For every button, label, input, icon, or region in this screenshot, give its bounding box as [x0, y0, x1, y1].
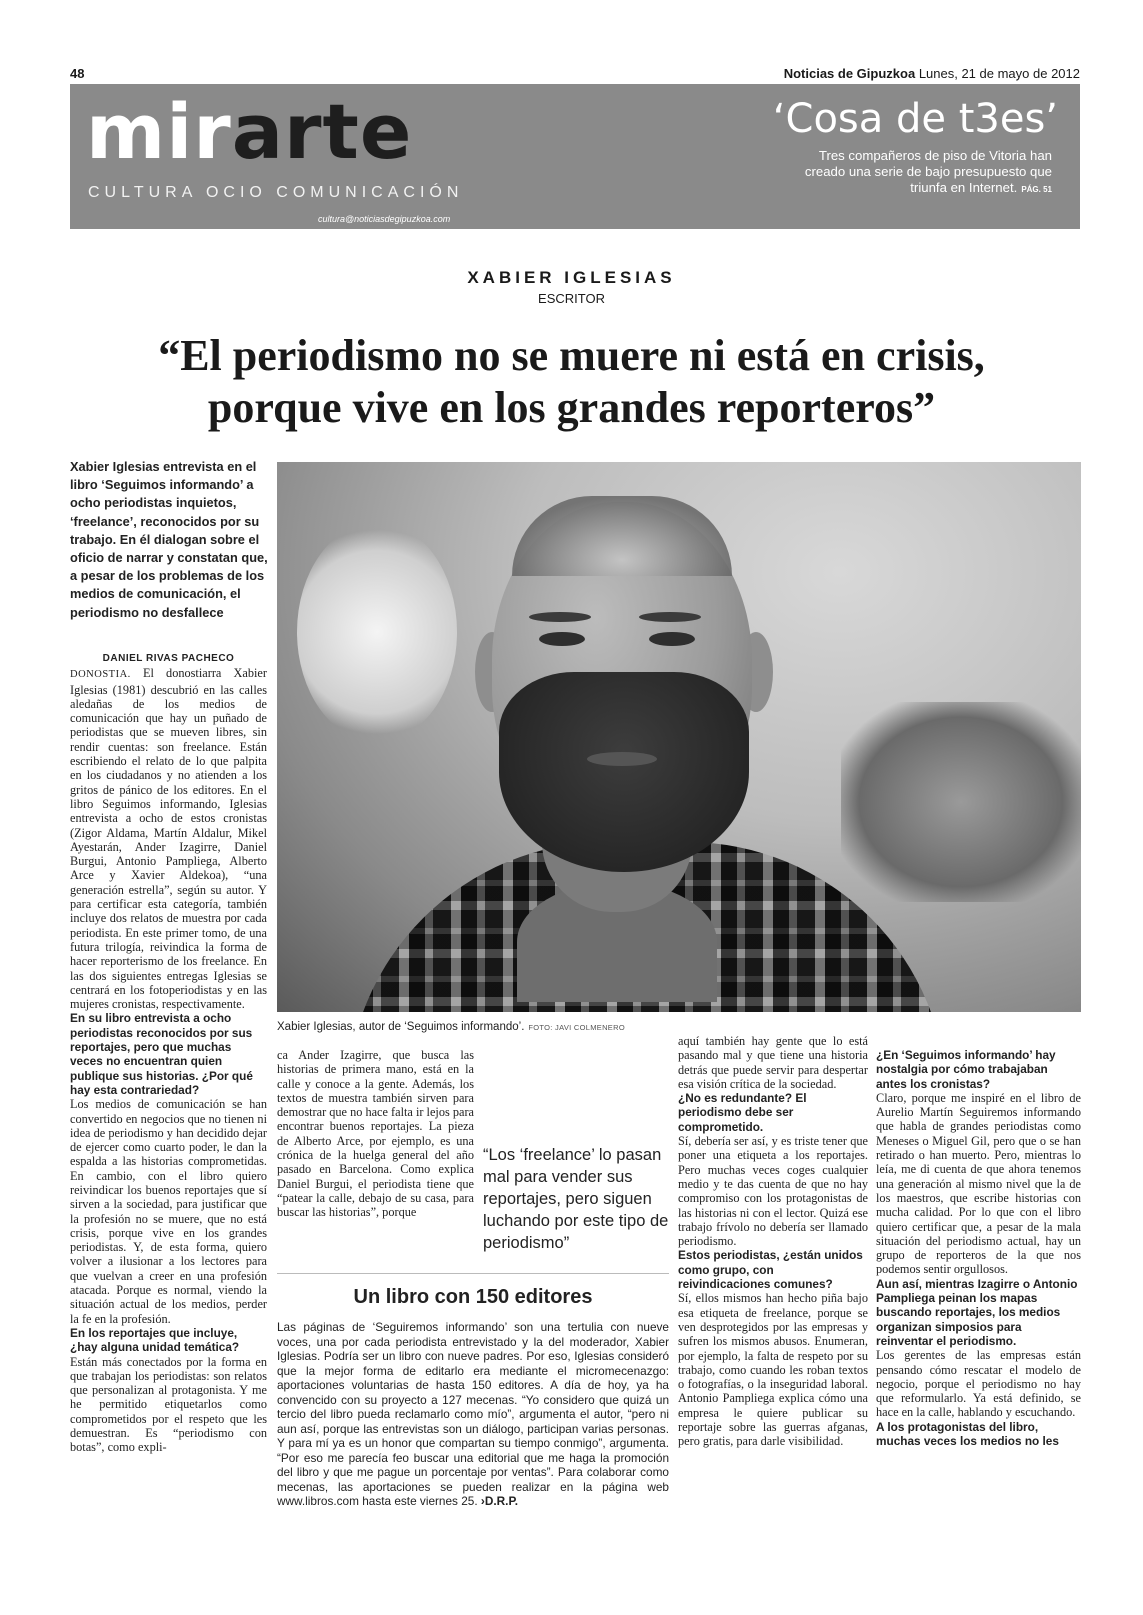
caption-text: Xabier Iglesias, autor de ‘Seguimos informando’.: [277, 1021, 525, 1033]
teaser-page-ref: PÁG. 51: [1021, 185, 1052, 194]
headline-line-2: porque vive en los grandes reporteros”: [207, 383, 936, 432]
question-5: ¿En ‘Seguimos informando’ hay nostalgia por cómo trabajaban antes los cronistas?: [876, 1048, 1056, 1091]
photo-background-shadow: [841, 702, 1081, 902]
headline: [0, 330, 1143, 434]
sidebar-box-text: Las páginas de ‘Seguiremos informando’ son una tertulia con nueve voces, una por cada periodista entrevistado y la del moderador, Xabier Iglesias. Podría ser un libro con nueve padres. Por eso, Iglesias consideró que la mejor forma de editarlo era mediante el micromecenazgo: aportaciones voluntarias de hasta 150 editores. A día de hoy, ya ha convencido con su proyecto a 127 mecenas. “Yo considero que quizá un tercio del libro pueda reclamarlo como mío”, argumenta el autor, “pero ni aun así, porque las entrevistas son un diálogo, participan varias personas. Y para mí ya es un honor que compartan su tiempo conmigo”, argumenta. “Por eso me parecía feo buscar una editorial que me haga la promoción del libro y que me pague un porcentaje por ventas”. Para colaborar como mecenas, las aportaciones se pueden realizar en la página web www.libros.com hasta este viernes 25.: [277, 1320, 669, 1508]
right-eye: [649, 632, 695, 646]
column-3-paragraph-1: aquí también hay gente que lo está pasando mal y que tiene una historia detrás que puede servir para despertar esa visión crítica de la sociedad.: [678, 1034, 868, 1091]
question-2: En los reportajes que incluye, ¿hay alguna unidad temática?: [70, 1325, 240, 1355]
section-masthead: [70, 84, 1080, 229]
question-6: Aun así, mientras Izagirre o Antonio Pampliega peinan los mapas buscando reportajes, los medios organizan simposios para reinventar el periodismo.: [876, 1276, 1078, 1348]
answer-5: Claro, porque me inspiré en el libro de Aurelio Martín Seguiremos informando que habla de grandes periodistas como Meneses o Miguel Gil, pero que o se han retirado o han muerto. Pero, mientras lo leía, me di cuenta de que ahora tenemos una generación al mismo nivel que la de los maestros, que escribe historias con mucha calidad. Por lo que con el libro quiero certificar que, a pesar de la mala situación del periodismo actual, hay un grupo de reporteros de la que nos podemos sentir orgullosos.: [876, 1090, 1081, 1277]
answer-4: Sí, ellos mismos han hecho piña bajo esa etiqueta de freelance, porque se ven desprotegidos por las empresas y sufren los mismos abusos. Enumeran, por ejemplo, la falta de respeto por su trabajo, como cuando les roban textos o fotografías, o la inseguridad laboral. Antonio Pampliega explica cómo una empresa le quiere publicar su reportaje sobre las guerras afganas, pero gratis, para darle visibilidad.: [678, 1291, 868, 1449]
page-header: [70, 64, 1080, 84]
answer-1: Los medios de comunicación se han convertido en negocios que no tienen ni idea de periodismo y han decidido dejar de ejercer como cuarto poder, le dan la espalda a las historias comprometidas. En cambio, con el libro quiero reivindicar los buenos reportajes que sí sirven a la sociedad, para justificar que la profesión no se muere, que no está crisis, porque vive en los grandes periodistas. Y, de esta forma, quiero volver a ilusionar a los lectores para que vuelvan a creer en una profesión atacada. Porque es normal, viendo la situación actual de los medios, perder la fe en la profesión.: [70, 1097, 267, 1326]
box-divider: [277, 1273, 669, 1274]
question-4: Estos periodistas, ¿están unidos como grupo, con reivindicaciones comunes?: [678, 1248, 863, 1292]
page-number: 48: [70, 66, 85, 81]
column-2: [277, 1048, 474, 1220]
interviewee-name: XABIER IGLESIAS: [467, 268, 676, 287]
teaser-title: ‘Cosa de t3es’: [772, 96, 1058, 142]
sidebar-box-title: Un libro con 150 editores: [353, 1286, 593, 1308]
interviewee-role: ESCRITOR: [538, 291, 605, 306]
column-1-text-1: El donostiarra Xabier Iglesias (1981) descubrió en las calles aledañas de los medios de comunicación que hay un puñado de periodistas que se mueven libres, sin rendir cuentas: son freelance. Están escribiendo el relato de lo que palpita en los ciudadanos y no atienden a los gritos de pánico de los editores. En el libro Seguimos informando, Iglesias entrevista a ocho de estos cronistas (Zigor Aldama, Martín Aldalur, Mikel Ayestarán, Ander Izagirre, Daniel Burgui, Antonio Pampliega, Alberto Arce y Xavier Aldekoa), “una generación estrella”, según su autor. Y para certificar esta categoría, también incluye dos relatos de muestra por cada periodista. En este primer tomo, de una futura trilogía, reivindica la forma de hacer reporterismo de los freelance. En las dos siguientes entregas Iglesias se centrará en los fotoperiodistas y en las mujeres cronistas, respectivamente.: [70, 666, 267, 1012]
photo-background-light: [297, 522, 457, 742]
article-lead: Xabier Iglesias entrevista en el libro ‘Seguimos informando’ a ocho periodistas inquietos, ‘freelance’, reconocidos por su trabajo. En él dialogan sobre el oficio de narrar y constatan que, a pesar de los problemas de los medios de comunicación, el periodismo no desfallece: [70, 459, 268, 620]
column-1-paragraph-1: [70, 666, 267, 1011]
pull-quote: “Los ‘freelance’ lo pasan mal para vender sus reportajes, pero siguen luchando por este tipo de periodismo”: [483, 1146, 669, 1252]
answer-3: Sí, debería ser así, y es triste tener que poner una etiqueta a los reportajes. Pero muchas veces coges cualquier medio y te das cuenta de que no hay compromiso con los protagonistas de las historias ni con el lector. Quizá ese trabajo frívolo no debería ser llamado periodismo.: [678, 1134, 868, 1249]
logo-part-mir: mir: [86, 87, 232, 176]
article-author: DANIEL RIVAS PACHECO: [102, 653, 235, 664]
photo-credit: FOTO: JAVI COLMENERO: [528, 1023, 625, 1032]
question-7: A los protagonistas del libro, muchas veces los medios no les: [876, 1419, 1059, 1449]
issue-date: Lunes, 21 de mayo de 2012: [918, 66, 1080, 81]
left-eyebrow: [529, 612, 591, 622]
answer-2: Están más conectados por la forma en que trabajan los periodistas: son relatos que personalizan al protagonista. Y me he permitido etiquetarlos como comprometidos por el respeto que les demuestran. Es “periodismo con botas”, como expli-: [70, 1354, 267, 1455]
folio: [784, 66, 1080, 81]
mouth: [587, 752, 657, 766]
column-4: [876, 1048, 1081, 1448]
question-1: En su libro entrevista a ocho periodistas reconocidos por sus reportajes, pero que muchas veces no encuentran quien publique sus historias. ¿Por qué hay esta contrariedad?: [70, 1011, 253, 1097]
beard: [499, 672, 749, 872]
dateline: DONOSTIA.: [70, 669, 131, 681]
headline-line-1: “El periodismo no se muere ni está en crisis,: [158, 331, 985, 380]
section-email: cultura@noticiasdegipuzkoa.com: [318, 214, 451, 224]
sidebar-box-signature: ›D.R.P.: [480, 1494, 519, 1508]
left-eye: [539, 632, 585, 646]
section-tagline: CULTURA OCIO COMUNICACIÓN: [88, 184, 464, 201]
hair: [512, 496, 732, 576]
section-logo: [86, 87, 413, 176]
portrait-photo: [277, 462, 1081, 1012]
photo-caption: [277, 1021, 625, 1033]
question-3: ¿No es redundante? El periodismo debe ser comprometido.: [678, 1091, 807, 1134]
column-1: [70, 652, 267, 1455]
column-2-paragraph: ca Ander Izagirre, que busca las historias de primera mano, está en la calle y conoce a la gente. Además, los textos de muestra también sirven para demostrar que no hace falta ir lejos para encontrar buenos reportajes. La pieza de Alberto Arce, por ejemplo, es una crónica de la huelga general del año pasado en Barcelona. Como explica Daniel Burgui, el periodista tiene que “patear la calle, debajo de su casa, para buscar las historias”, porque: [277, 1048, 475, 1220]
teaser-body: [782, 148, 1052, 198]
answer-6: Los gerentes de las empresas están pensando cómo rescatar el modelo de negocio, porque el periodismo no hay que reformularlo. Ya está definido, se hace en la calle, hablando y escuchando.: [876, 1348, 1081, 1420]
publication-name: Noticias de Gipuzkoa: [783, 66, 916, 81]
logo-part-arte: arte: [231, 87, 413, 176]
column-3: [678, 1034, 868, 1449]
right-eyebrow: [639, 612, 701, 622]
sidebar-box-body: [277, 1320, 669, 1509]
teaser-text: Tres compañeros de piso de Vitoria han creado una serie de bajo presupuesto que triunfa en Internet.: [804, 148, 1052, 195]
